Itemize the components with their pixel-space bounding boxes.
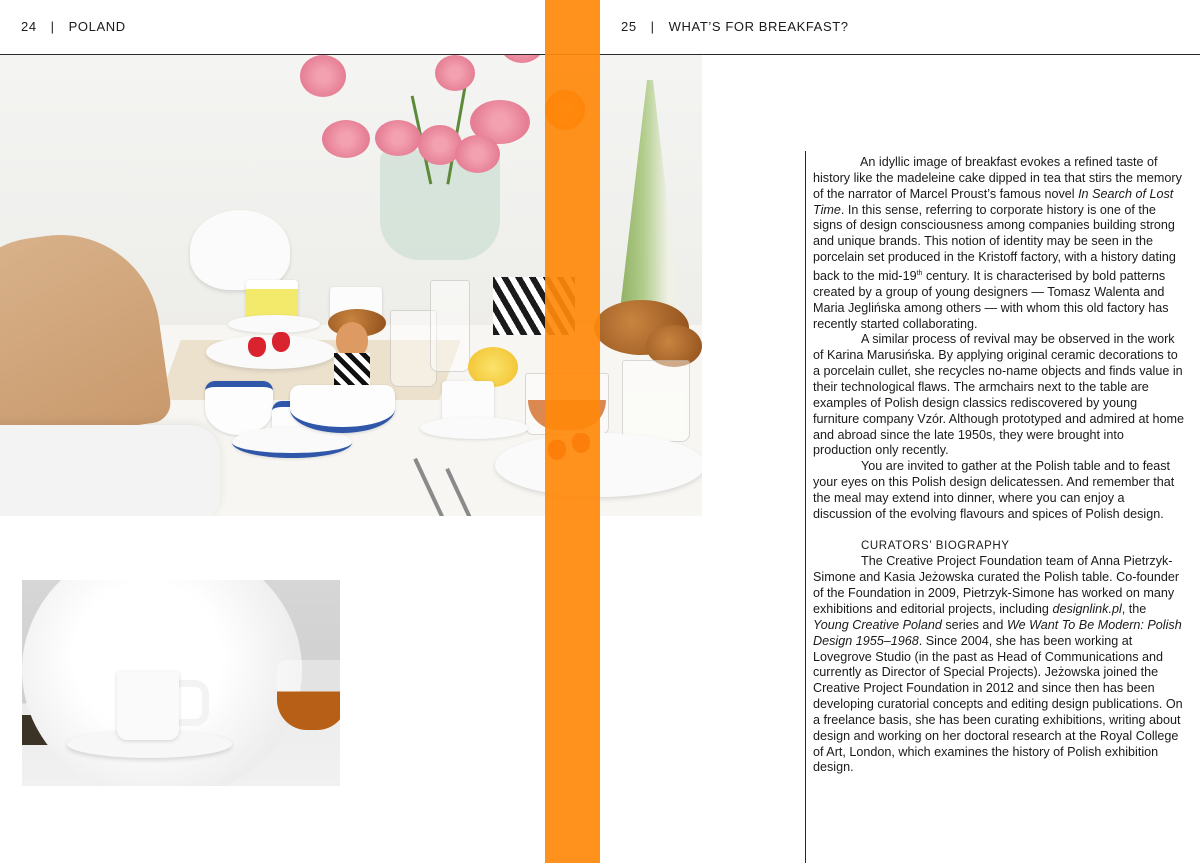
text-run: . In this sense, referring to corporate history is one of the signs of design consciousness among companies building strong and unique brands. This notion of identity may be seen in the porcelain set produced in the Kristoff factory, with a history dating back to the mid-19 [813,202,1176,284]
article-paragraph-2: A similar process of revival may be observed in the work of Karina Marusińska. By applying original ceramic decorations to a porcelain cullet, she recycles no-name objects and finds value in their technological flaws. The armchairs next to the table are examples of Polish design classics rediscovered by young furniture company Vzór. Although prototyped and admired at home and abroad since the late 1950s, they were brought into production only recently. [813,332,1185,458]
text-run: , the [1121,601,1147,616]
column-divider [805,151,806,863]
wooden-armchair [0,222,173,448]
superscript: th [916,269,923,277]
patterned-egg-cup [334,353,370,385]
strawberry [248,337,266,357]
strawberry [272,332,290,352]
right-header-separator: | [650,19,655,34]
left-page-number: 24 [21,19,37,34]
porcelain-teapot [190,210,290,290]
tulip-flower [455,135,500,173]
book-title: In Search of Lost Time [813,186,1174,217]
right-page-title: WHAT’S FOR BREAKFAST? [668,19,849,34]
drinking-glass [430,280,470,372]
article-text [813,155,1185,776]
tulip-flower [300,55,346,97]
leek-stalk [620,80,680,310]
tea-glass [277,660,340,730]
text-run: series and [941,617,1007,632]
spacer [813,523,1185,539]
tulip-flower [322,120,370,158]
white-cup [117,672,179,740]
article-paragraph-1 [813,155,1185,332]
right-page-number: 25 [621,19,637,34]
bio-heading: CURATORS’ BIOGRAPHY [861,539,1010,552]
text-run: . Since 2004, she has been working at Lovegrove Studio (in the past as Head of Communications and currently as Director of Special Projects). Jeżowska joined the Creative Project Foundation in 2012 and since then has been developing curatorial concepts and editing design publications. On a freelance basis, she has been curating exhibitions, writing about design and working on her doctoral research at the Royal College of Art, London, which examines the history of Polish exhibition design. [813,633,1183,775]
text-run: The Creative Project Foundation team of Anna Pietrzyk-Simone and Kasia Jeżowska curated the Polish table. Co-founder of the Foundation in 2009, Pietrzyk-Simone has worked on many exhibitions and editorial projects, including [813,554,1180,616]
text-run: An idyllic image of breakfast evokes a refined taste of history like the madeleine cake dipped in tea that stirs the memory of the narrator of Marcel Proust’s famous novel [813,155,1182,201]
left-header-separator: | [50,19,55,34]
white-armchair [0,425,220,516]
white-bowl [290,385,395,433]
orange-accent-bar [545,0,600,863]
plate [206,335,336,369]
right-page-header [621,19,849,34]
cup-and-plate-photo [22,580,340,786]
italic-text: We Want To Be Modern: Polish Design 1955–1968 [813,617,1182,648]
left-page-header [21,19,126,34]
bio-paragraph [813,554,1185,776]
saucer [228,315,320,333]
blue-rim-bowl [205,381,273,435]
saucer [420,417,528,439]
italic-text: Young Creative Poland [813,617,942,632]
tulip-flower [500,55,544,63]
text-run: century. It is characterised by bold patterns created by a group of young designers — Tomasz Walenta and Maria Jeglińska among others — with whom this old factory has recently started collaborating. [813,269,1169,331]
page-header [0,0,1200,55]
tulip-flower [435,55,475,91]
tulip-flower [375,120,421,156]
milk [625,393,685,438]
cup-handle [176,680,209,726]
left-page-title: POLAND [68,19,126,34]
article-paragraph-3: You are invited to gather at the Polish table and to feast your eyes on this Polish design delicatessen. And remember that the meal may extend into dinner, where you can enjoy a discussion of the evolving flavours and spices of Polish design. [813,459,1175,521]
italic-text: designlink.pl [1052,601,1122,616]
